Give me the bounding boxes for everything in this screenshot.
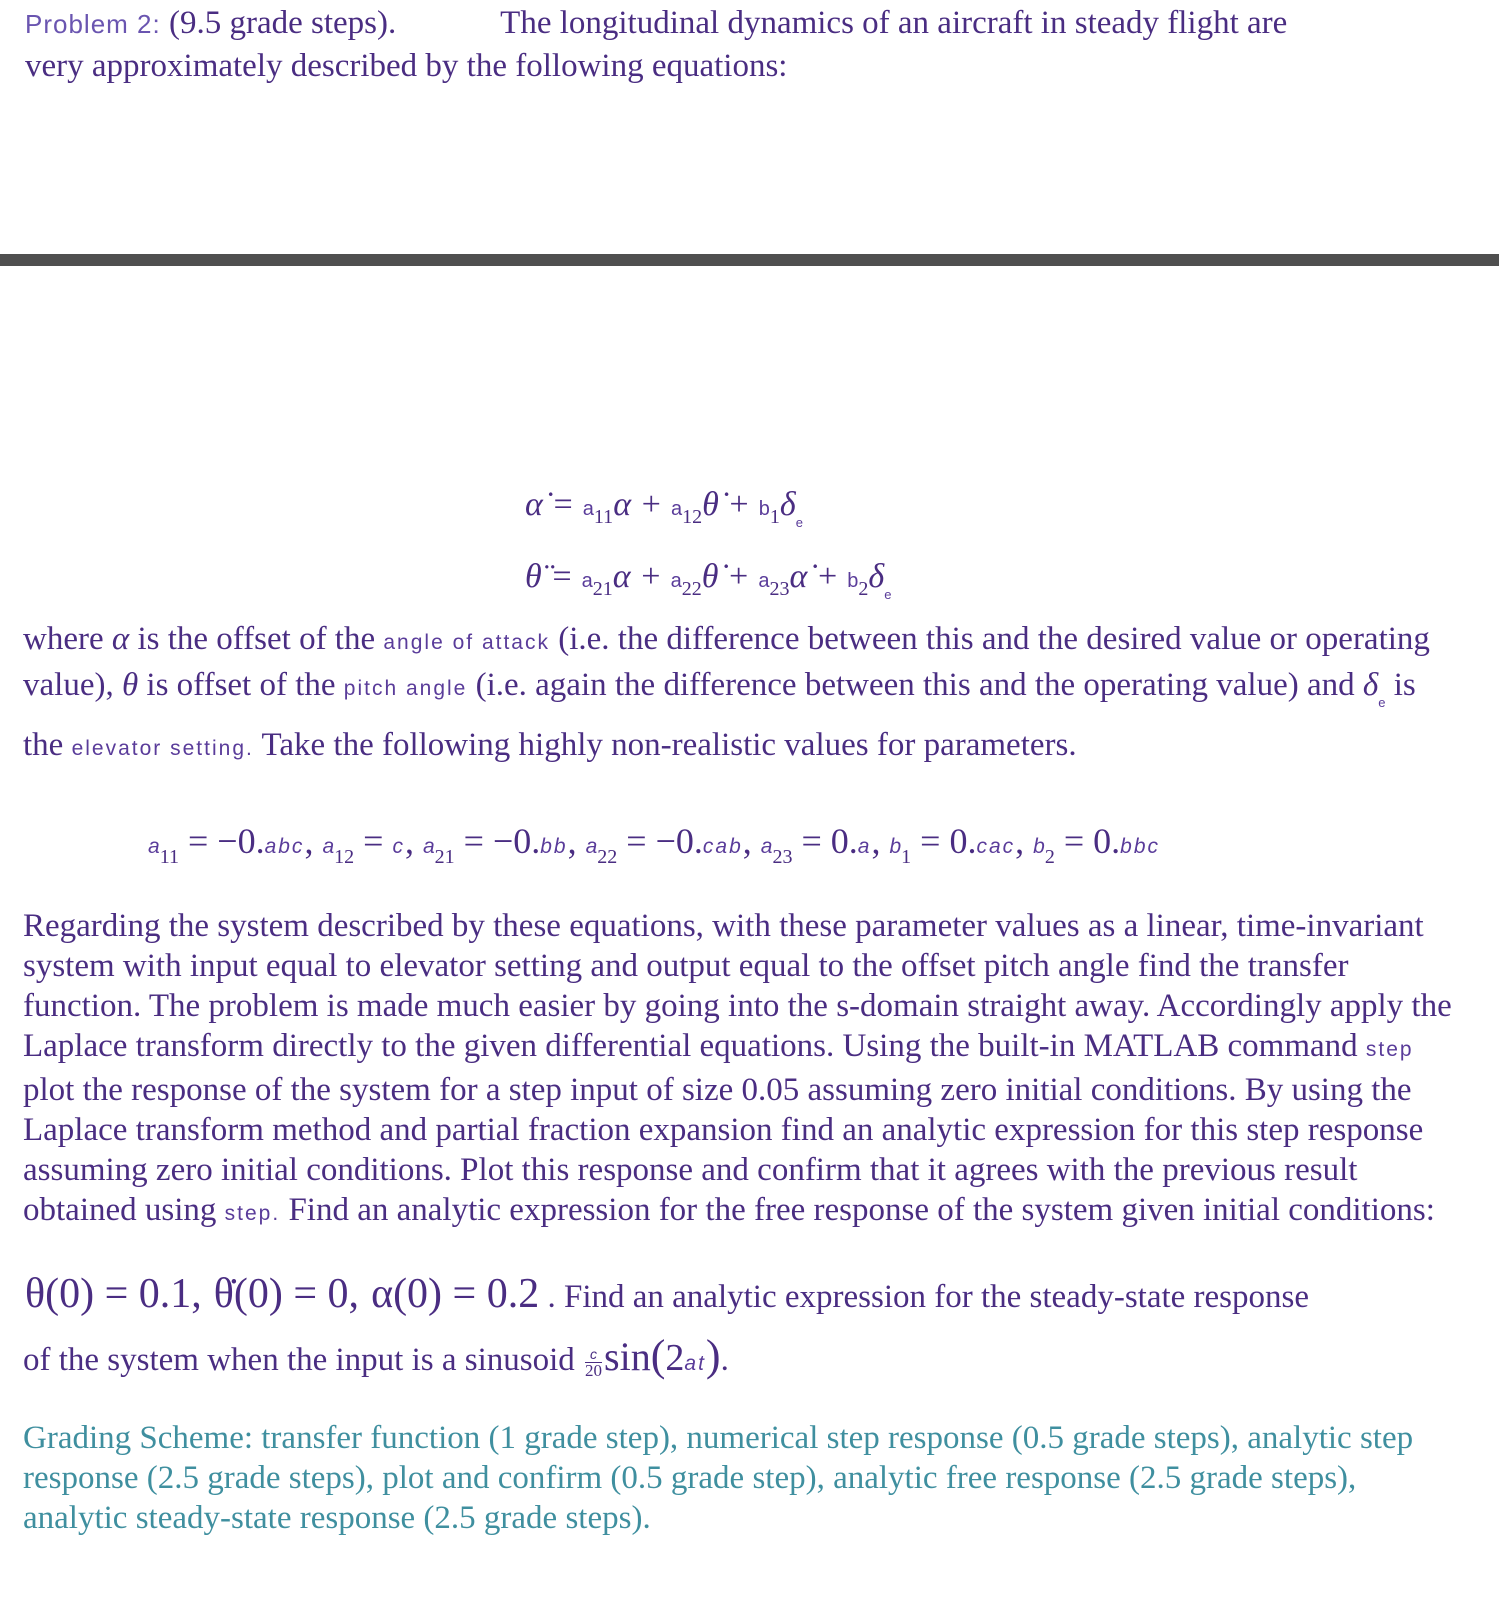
equation-theta-ddot: θ̈ = $a_{21}\alpha$ + $a_{22}\thetȧ$ + $a_{23}\alphȧ + b_2\delta_e$ <box>525 558 892 602</box>
separator-bar <box>0 254 1499 266</box>
initial-conditions <box>25 1270 1485 1318</box>
param: $a_{23} = 0.a$ <box>760 821 872 868</box>
param: $a_{12} = c$ <box>322 821 405 868</box>
matlab-step-command: step <box>1365 1038 1414 1061</box>
sinusoid-input: of the system when the input is a sinusoid $\frac{c}{20}$ sin(2at). <box>23 1331 729 1380</box>
term-angle-of-attack: angle of attack <box>383 631 550 654</box>
term-elevator-setting: elevator setting. <box>71 737 254 760</box>
steady-state-lead: . Find an analytic expression for the steady-state response <box>539 1279 1310 1315</box>
param: $a_{21} = -0.bb$ <box>422 821 568 868</box>
parameter-values: $a_{11} = -0.abc$, $a_{12} = c$, $a_{21} = -0.bb$, $a_{22} = -0.cab$, $a_{23} = 0.a$, $b_1 = 0.cac$, $b_2 = 0.bbc$ <box>148 821 1161 868</box>
problem-header <box>25 2 1475 87</box>
task-description: Regarding the system described by these equations, with these parameter values as a linear, time-invariant system with input equal to elevator setting and output equal to the offset pitch angle find the transfer function. The problem is made much easier by going into the s-domain straight away. Accordingly apply the Laplace transform directly to the given differential equations. Using the built-in MATLAB command step plot the response of the system for a step input of size 0.05 assuming zero initial conditions. By using the Laplace transform method and partial fraction expansion find an analytic expression for this step response assuming zero initial conditions. Plot this response and confirm that it agrees with the previous result obtained using step. Find an analytic expression for the free response of the system given initial conditions: <box>23 908 1452 1228</box>
intro-line-1: The longitudinal dynamics of an aircraft in steady flight are <box>500 5 1288 41</box>
term-pitch-angle: pitch angle <box>343 677 468 700</box>
ic-theta: θ(0) = 0.1, <box>25 1271 202 1317</box>
theta-symbol: θ <box>121 667 139 703</box>
param: $a_{11} = -0.abc$ <box>148 821 305 868</box>
ic-theta-dot: θ̇(0) = 0, <box>213 1271 360 1317</box>
param: $b_2 = 0.bbc$ <box>1033 821 1161 868</box>
problem-label: Problem 2: <box>25 9 161 39</box>
intro-line-2: very approximately described by the following equations: <box>25 48 788 84</box>
grade-steps: (9.5 grade steps). <box>168 5 397 41</box>
grading-scheme: Grading Scheme: transfer function (1 grade step), numerical step response (0.5 grade steps), analytic step response (2.5 grade steps), plot and confirm (0.5 grade step), analytic free response (2.5 grade steps), analytic steady-state response (2.5 grade steps). <box>23 1420 1414 1536</box>
param: $b_1 = 0.cac$ <box>889 821 1016 868</box>
amplitude-fraction: $\frac{c}{20}$ <box>585 1345 603 1380</box>
equation-alpha-dot: α̇ = $a_{11}\alpha$ + $a_{12}\thetȧ + b_1\delta_e$ <box>525 486 803 530</box>
ic-alpha: α(0) = 0.2 <box>371 1271 540 1317</box>
state-equations <box>525 478 1045 622</box>
alpha-symbol: α <box>111 621 130 657</box>
matlab-step-command-2: step. <box>224 1202 281 1225</box>
param: $a_{22} = -0.cab$ <box>585 821 743 868</box>
delta-symbol: δ <box>1362 667 1379 703</box>
variable-definitions: where α is the offset of the angle of attack (i.e. the difference between this and the desired value or operating value), θ is offset of the pitch angle (i.e. again the difference between this and the operating value) and $\delta_e$ is the elevator setting. Take the following highly non-realistic values for parameters. <box>23 621 1430 763</box>
